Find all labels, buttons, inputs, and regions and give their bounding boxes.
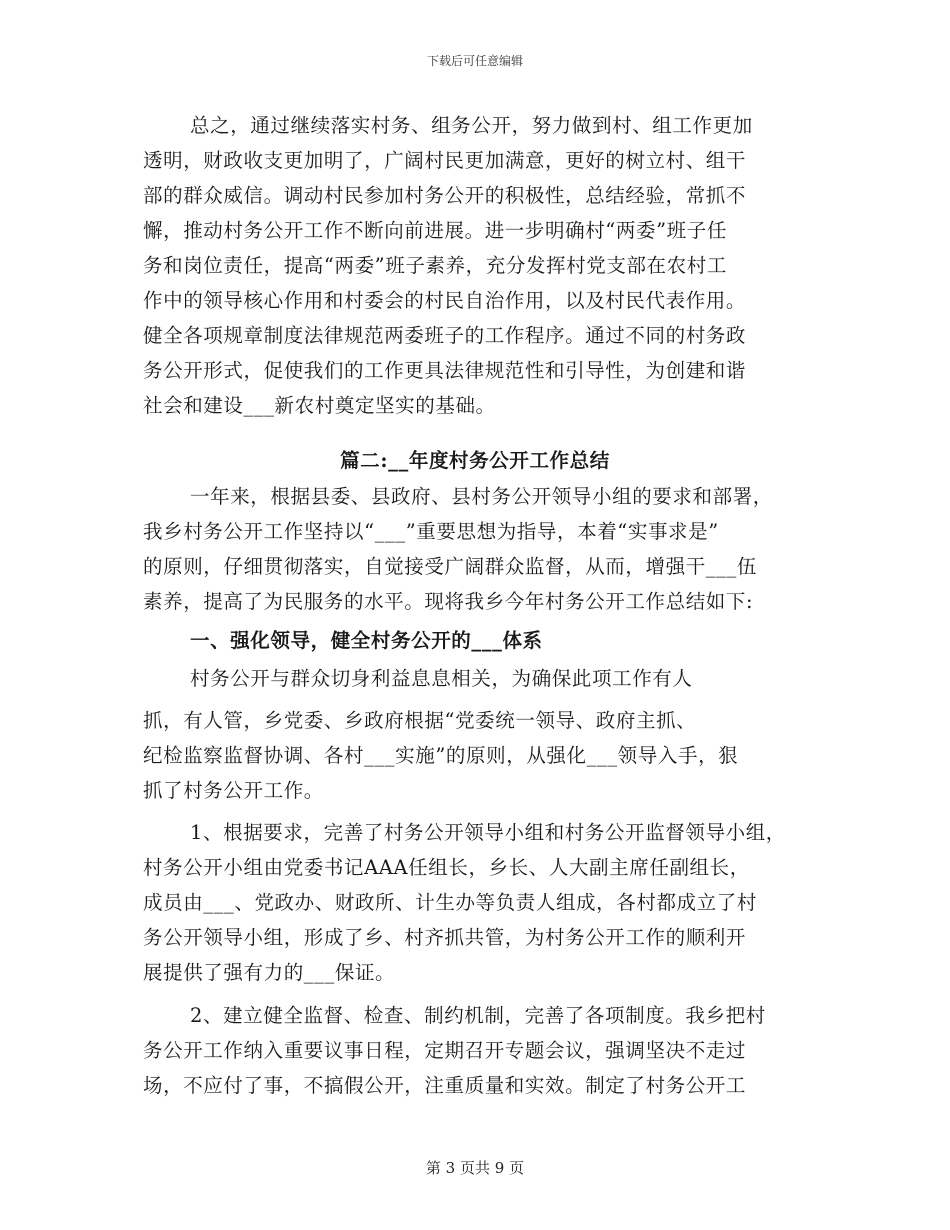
paragraph-line: 素养，提高了为民服务的水平。现将我乡今年村务公开工作总结如下: [143, 590, 754, 613]
paragraph-line: 透明，财政收支更加明了，广阔村民更加满意，更好的树立村、组干 [143, 149, 747, 172]
paragraph-line: 一年来，根据县委、县政府、县村务公开领导小组的要求和部署， [190, 485, 773, 508]
paragraph-line: 务公开工作纳入重要议事日程，定期召开专题会议，强调坚决不走过 [143, 1039, 747, 1062]
paragraph-line: 健全各项规章制度法律规范两委班子的工作程序。通过不同的村务政 [143, 324, 747, 347]
paragraph-line: 总之，通过继续落实村务、组务公开，努力做到村、组工作更加 [190, 114, 753, 137]
paragraph-line: 务公开领导小组，形成了乡、村齐抓共管，为村务公开工作的顺利开 [143, 926, 747, 949]
paragraph-line: 我乡村务公开工作坚持以“___”重要思想为指导，本着“实事求是” [143, 520, 719, 543]
paragraph-line: 务和岗位责任，提高“两委”班子素养，充分发挥村党支部在农村工 [143, 254, 727, 277]
paragraph-line: 抓了村务公开工作。 [143, 779, 324, 802]
subsection-heading: 一、强化领导，健全村务公开的___体系 [190, 629, 543, 652]
paragraph-line: 2、建立健全监督、检查、制约机制，完善了各项制度。我乡把村 [190, 1004, 766, 1027]
paragraph-line: 村务公开与群众切身利益息息相关，为确保此项工作有人 [190, 667, 693, 690]
paragraph-line: 成员由___、党政办、财政所、计生办等负责人组成，各村都成立了村 [143, 891, 757, 914]
page-footer: 第 3 页共 9 页 [425, 1159, 525, 1177]
section-title: 篇二:__年度村务公开工作总结 [340, 449, 610, 472]
paragraph-line: 场，不应付了事，不搞假公开，注重质量和实效。制定了村务公开工 [143, 1074, 747, 1097]
paragraph-line: 抓，有人管，乡党委、乡政府根据“党委统一领导、政府主抓、 [143, 709, 697, 732]
page-header: 下载后可任意编辑 [426, 54, 523, 68]
paragraph-line: 懈，推动村务公开工作不断向前进展。进一步明确村“两委”班子任 [143, 219, 727, 242]
paragraph-line: 务公开形式，促使我们的工作更具法律规范性和引导性，为创建和谐 [143, 359, 747, 382]
paragraph-line: 1、根据要求，完善了村务公开领导小组和村务公开监督领导小组， [190, 821, 786, 844]
paragraph-line: 纪检监察监督协调、各村___实施”的原则，从强化___领导入手，狠 [143, 744, 739, 767]
paragraph-line: 社会和建设___新农村奠定坚实的基础。 [143, 394, 496, 417]
paragraph-line: 部的群众威信。调动村民参加村务公开的积极性，总结经验，常抓不 [143, 184, 747, 207]
paragraph-line: 展提供了强有力的___保证。 [143, 961, 396, 984]
paragraph-line: 的原则，仔细贯彻落实，自觉接受广阔群众监督，从而，增强干___伍 [143, 555, 757, 578]
paragraph-line: 村务公开小组由党委书记AAA任组长，乡长、人大副主席任副组长， [143, 856, 750, 879]
paragraph-line: 作中的领导核心作用和村委会的村民自治作用，以及村民代表作用。 [143, 289, 747, 312]
